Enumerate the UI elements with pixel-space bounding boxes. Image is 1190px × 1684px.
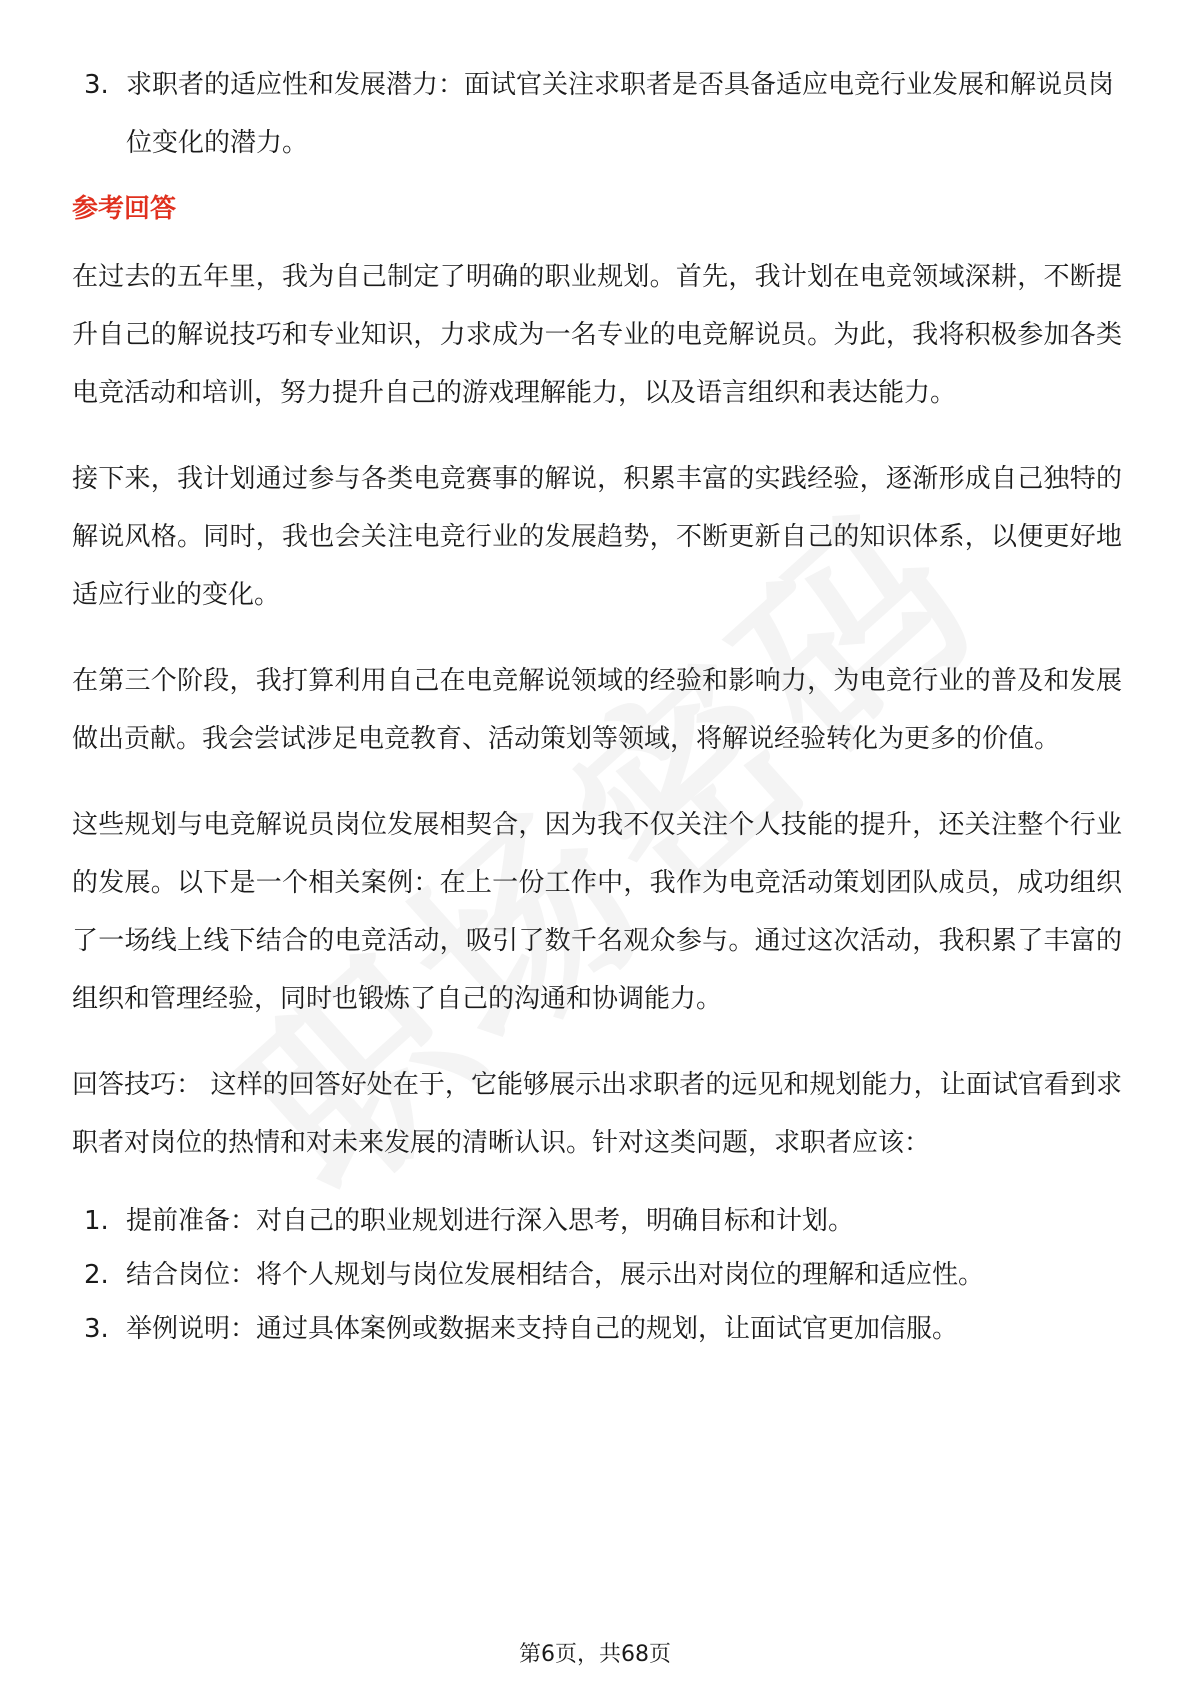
list-text: 提前准备：对自己的职业规划进行深入思考，明确目标和计划。 [126, 1206, 855, 1236]
criteria-list [72, 56, 1122, 172]
list-item [72, 1302, 1122, 1356]
list-text: 结合岗位：将个人规划与岗位发展相结合，展示出对岗位的理解和适应性。 [126, 1260, 985, 1290]
tips-list [72, 1194, 1122, 1356]
list-item [72, 56, 1122, 172]
paragraph-3: 在第三个阶段，我打算利用自己在电竞解说领域的经验和影响力，为电竞行业的普及和发展做出贡献。我会尝试涉足电竞教育、活动策划等领域，将解说经验转化为更多的价值。 [72, 666, 1122, 754]
list-item [72, 1248, 1122, 1302]
list-number: 1. [84, 1206, 109, 1236]
paragraph-2: 接下来，我计划通过参与各类电竞赛事的解说，积累丰富的实践经验，逐渐形成自己独特的解说风格。同时，我也会关注电竞行业的发展趋势，不断更新自己的知识体系，以便更好地适应行业的变化。 [72, 464, 1122, 610]
list-text: 求职者的适应性和发展潜力：面试官关注求职者是否具备适应电竞行业发展和解说员岗位变化的潜力。 [126, 70, 1115, 158]
paragraph-tips: 回答技巧： 这样的回答好处在于，它能够展示出求职者的远见和规划能力，让面试官看到求职者对岗位的热情和对未来发展的清晰认识。针对这类问题，求职者应该： [72, 1070, 1122, 1158]
paragraph-4: 这些规划与电竞解说员岗位发展相契合，因为我不仅关注个人技能的提升，还关注整个行业的发展。以下是一个相关案例：在上一份工作中，我作为电竞活动策划团队成员，成功组织了一场线上线下结合的电竞活动，吸引了数千名观众参与。通过这次活动，我积累了丰富的组织和管理经验，同时也锻炼了自己的沟通和协调能力。 [72, 810, 1122, 1014]
list-item [72, 1194, 1122, 1248]
list-text: 举例说明：通过具体案例或数据来支持自己的规划，让面试官更加信服。 [126, 1314, 959, 1344]
list-number: 2. [84, 1260, 109, 1290]
paragraph-1: 在过去的五年里，我为自己制定了明确的职业规划。首先，我计划在电竞领域深耕，不断提升自己的解说技巧和专业知识，力求成为一名专业的电竞解说员。为此，我将积极参加各类电竞活动和培训，努力提升自己的游戏理解能力，以及语言组织和表达能力。 [72, 262, 1122, 408]
page-content [72, 56, 1122, 1356]
page-footer: 第6页，共68页 [519, 1642, 671, 1667]
list-number: 3. [84, 1314, 109, 1344]
list-number: 3. [84, 70, 109, 100]
section-title: 参考回答 [72, 194, 177, 224]
